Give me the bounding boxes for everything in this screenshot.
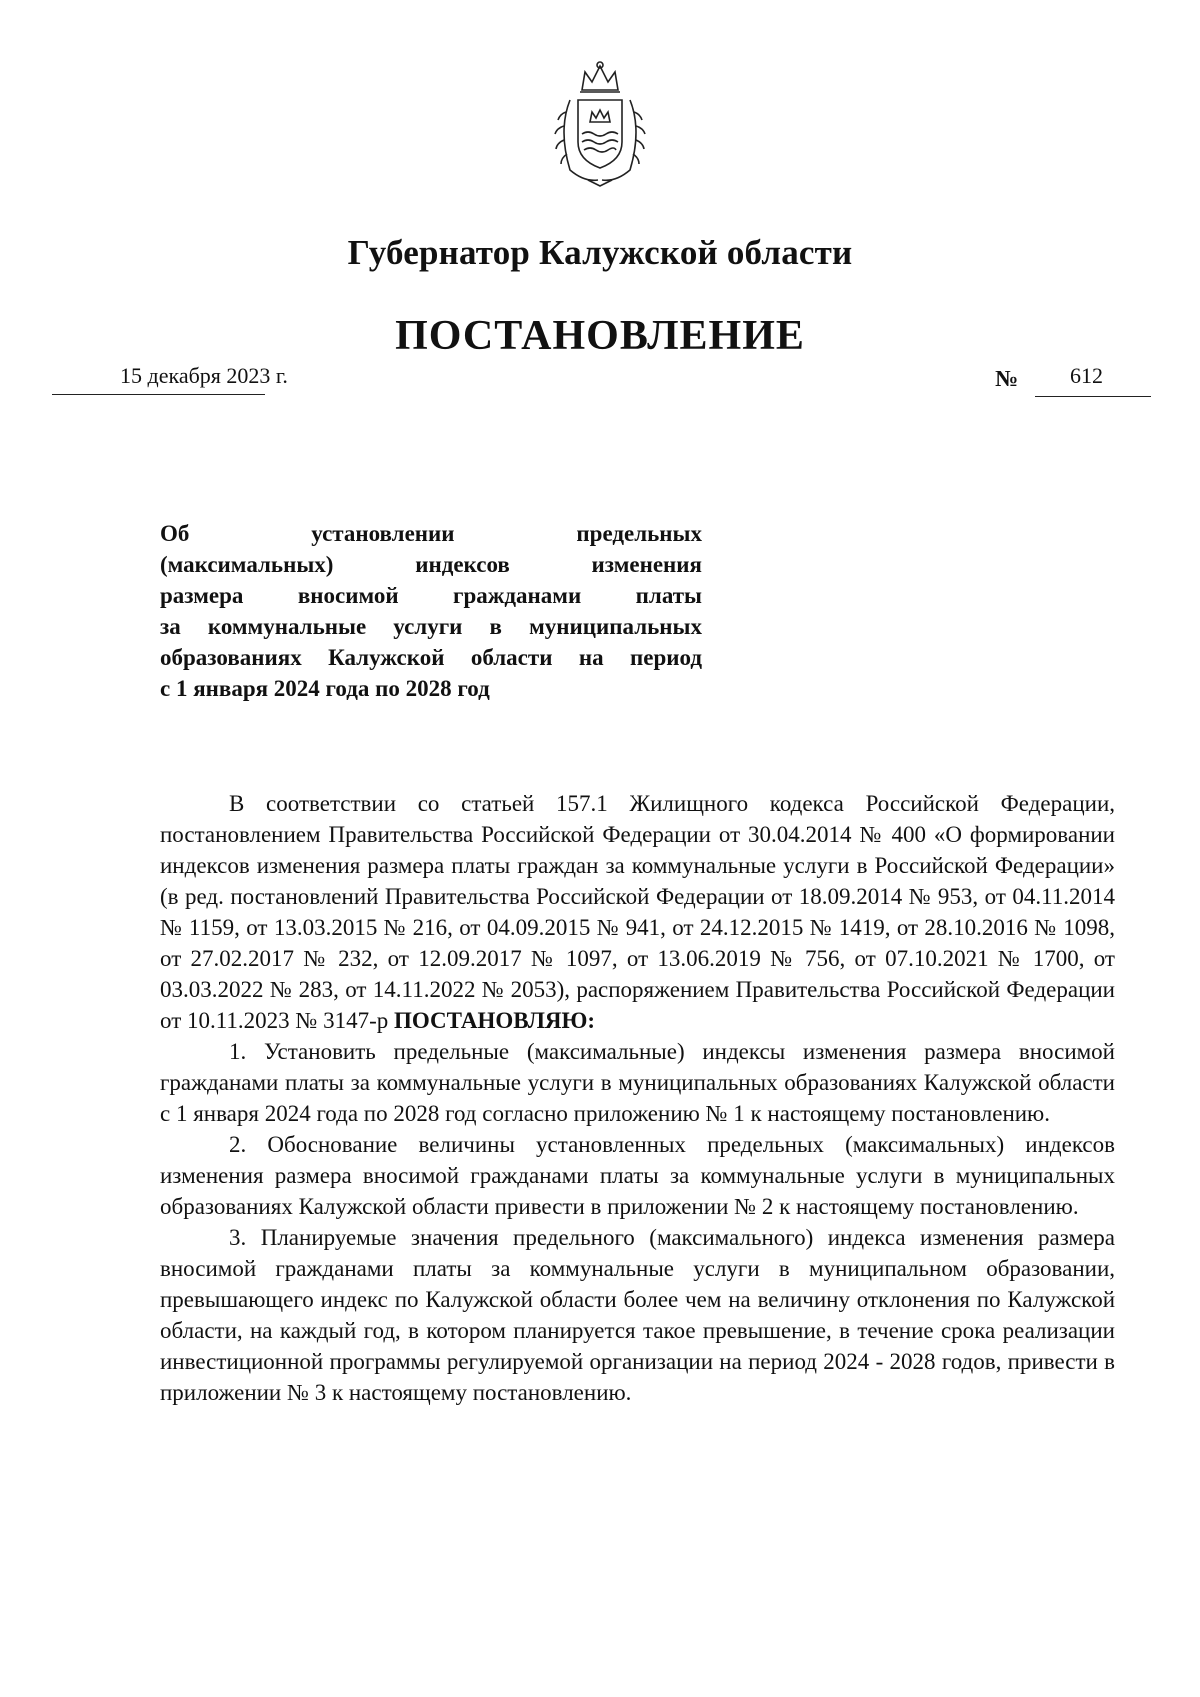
subject-line: с 1 января 2024 года по 2028 год (160, 676, 490, 701)
issuer-title: Губернатор Калужской области (347, 233, 853, 272)
item-2-paragraph: 2. Обоснование величины установленных предельных (максимальных) индексов изменения размера вносимой гражданами платы за коммунальные услуги в муниципальных образованиях Калужской области привести в приложении № 2 к настоящему постановлению. (160, 1132, 1115, 1219)
number-underline (1035, 396, 1151, 397)
number-sign: № (995, 366, 1019, 391)
document-type-heading: ПОСТАНОВЛЕНИЕ (395, 313, 805, 359)
resolve-word: ПОСТАНОВЛЯЮ: (394, 1008, 596, 1033)
coat-of-arms-icon (540, 60, 660, 190)
document-number: 612 (1070, 363, 1103, 388)
subject-line: Об установлении предельных (160, 521, 702, 546)
item-3-paragraph: 3. Планируемые значения предельного (максимального) индекса изменения размера вносимой гражданами платы за коммунальные услуги в муниципальном образовании, превышающего индекс по Калужской области более чем на величину отклонения по Калужской области, на каждый год, в котором планируется такое превышение, в течение срока реализации инвестиционной программы регулируемой организации на период 2024 - 2028 годов, привести в приложении № 3 к настоящему постановлению. (160, 1225, 1115, 1405)
item-1-paragraph: 1. Установить предельные (максимальные) индексы изменения размера вносимой гражданами платы за коммунальные услуги в муниципальных образованиях Калужской области с 1 января 2024 года по 2028 год согласно приложению № 1 к настоящему постановлению. (160, 1039, 1115, 1126)
subject-line: образованиях Калужской области на период (160, 645, 702, 670)
document-date: 15 декабря 2023 г. (120, 363, 288, 388)
preamble-text: В соответствии со статьей 157.1 Жилищного кодекса Российской Федерации, постановлением Правительства Российской Федерации от 30.04.2014 № 400 «О формировании индексов изменения размера платы граждан за коммунальные услуги в Российской Федерации» (в ред. постановлений Правительства Российской Федерации от 18.09.2014 № 953, от 04.11.2014 № 1159, от 13.03.2015 № 216, от 04.09.2015 № 941, от 24.12.2015 № 1419, от 28.10.2016 № 1098, от 27.02.2017 № 232, от 12.09.2017 № 1097, от 13.06.2019 № 756, от 07.10.2021 № 1700, от 03.03.2022 № 283, от 14.11.2022 № 2053), распоряжением Правительства Российской Федерации от 10.11.2023 № 3147-р (160, 791, 1115, 1033)
document-subject (160, 518, 702, 704)
subject-line: размера вносимой гражданами платы (160, 583, 702, 608)
document-body (160, 788, 1115, 1408)
preamble-paragraph (160, 788, 1115, 1036)
subject-line: за коммунальные услуги в муниципальных (160, 614, 702, 639)
subject-line: (максимальных) индексов изменения (160, 552, 702, 577)
date-underline (52, 394, 265, 395)
